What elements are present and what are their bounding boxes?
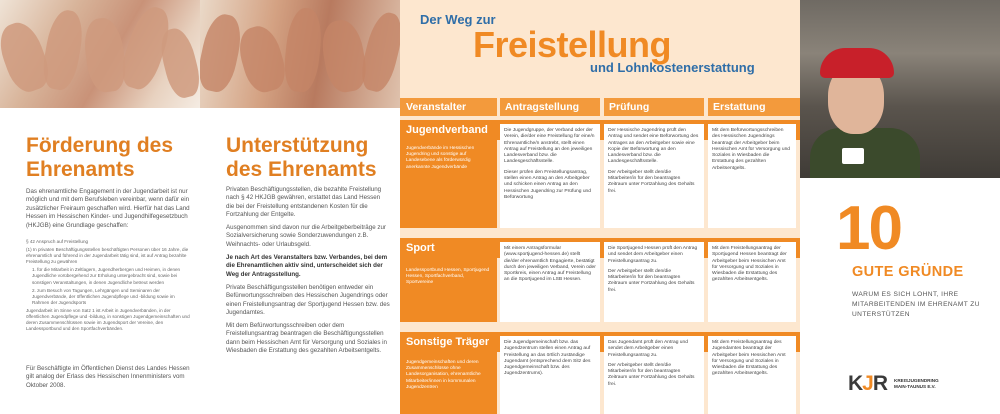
cell-erstattung: Mit dem Befürwortungsschreiben des Hessischen Jugendrings beantragt der Arbeitgeber beim Hessischen Amt für Versorgung und Soziales in Wiesbaden die Erstattung des gezahlten Arbeitsentgelts. [708, 124, 796, 228]
law-text [26, 239, 191, 334]
law-paragraph-2: Jugendarbeit im Sinne von Satz 1 ist Arbeit in Jugendverbänden, in der öffentlichen Jugendpflege und -bildung, in sonstigen Jugendgemeinschaften und deren Zusammenschlüssen sowie im Jugendsport der Vereine, den Landessportbund und den Sportfachverbänden. [26, 307, 190, 332]
category-description: Jugendverbände im Hessischen Jugendring und sonstige auf Landesebene als förderwürdig anerkannte Jugendverbände [406, 146, 475, 170]
row-jugendverband [400, 120, 800, 228]
row-sport [400, 238, 800, 322]
category-name: Jugendverband [406, 124, 488, 136]
header-erstattung: Erstattung [708, 98, 800, 116]
headline-gute-gruende: GUTE GRÜNDE [852, 264, 964, 280]
panel-weg-zur-freistellung [400, 0, 800, 414]
law-paragraph-1: (1) In privaten Beschäftigungsstellen beschäftigten Personen über 16 Jahre, die ehrenamtlich und führend in der Jugendarbeit tätig sind, ist auf Antrag bezahlte Freistellung zu gewähren [26, 247, 189, 265]
section-title-foerderung: Förderung des Ehrenamts [26, 134, 174, 181]
title-part-2: Freistellung [473, 24, 672, 65]
hands-photo [0, 0, 200, 108]
cell-pruefung: Der Hessische Jugendring prüft den Antrag und sendet eine Befürwortung des Antrages an den Arbeitgeber sowie eine Kopie der Befürwortung an den Landesverband bzw. die Landesgeschäftsstelle. Der Arbeitgeber stellt den/die Mitarbeiter/in für den beantragten Zeitraum unter Fortzahlung des Gehalts frei. [604, 124, 704, 228]
title-part-3: und Lohnkostenerstattung [590, 60, 755, 75]
row-sonstige-traeger [400, 332, 800, 414]
law-title: § 42 Anspruch auf Freistellung [26, 239, 89, 244]
panel-unterstuetzung [200, 0, 400, 414]
hands-photo-continued [200, 0, 400, 108]
law-item-1: 1. für die Mitarbeit in Zeltlagern, Jugendherbergen und Heimen, in denen Jugendliche vorübergehend zur Erholung untergebracht sind, sowie bei sonstigen Veranstaltungen, in denen Jugendliche betreut werden [32, 267, 181, 285]
public-service-note: Für Beschäftigte im Öffentlichen Dienst des Landes Hessen gilt analog der Erlass des Hessischen Innenministers vom Oktober 2008. [26, 365, 190, 389]
big-number: 10 [836, 194, 901, 263]
cell-erstattung: Mit dem Freistellungsantrag der Sportjugend Hessen beantragt der Arbeitgeber beim Hessischen Amt für Versorgung und Soziales in Wiesbaden die Erstattung des gezahlten Arbeitsentgelts. [708, 242, 796, 322]
support-p3: Je nach Art des Veranstalters bzw. Verbandes, bei dem die Ehrenamtlichen aktiv sind, unterscheidet sich der Weg der Antragsstellung. [226, 254, 388, 278]
support-p1: Privaten Beschäftigungsstellen, die bezahlte Freistellung nach § 42 HKJGB gewähren, erstattet das Land Hessen die bei der Freistellung entstandenen Kosten für die Fortzahlung der Entgelte. [226, 186, 382, 218]
panel-foerderung [0, 0, 200, 414]
support-p5: Mit dem Befürwortungsschreiben oder dem Freistellungsantrag beantragen die Beschäftigungsstellen dann beim Hessischen Amt für Versorgung und Soziales in Wiesbaden die Erstattung des gezahlten Arbeitsentgelts. [226, 322, 387, 355]
category-description: Landessportbund Hessen, Sportjugend Hessen, Sportfachverband, Sportvereine [406, 268, 490, 286]
cell-antragstellung: Die Jugendgemeinschaft bzw. das Jugendzentrum stellen einen Antrag auf Freistellung an das örtlich zuständige Jugendamt (entsprechend dem Sitz des Jugendgemeinschaft bzw. des Jugendzentrums). [500, 336, 600, 414]
law-item-2: 2. zum Besuch von Tagungen, Lehrgängen und Seminaren der Jugendverbände, der öffentlichen Jugendpflege und -bildung sowie im Rahmen der Jugendsports [32, 287, 175, 305]
cell-antragstellung: Mit einem Antragsformular (www.sportjugend-hessen.de) stellt die/der ehrenamtlich Engagierte, bestätigt durch den jeweiligen Verband, Verein oder Sportkreis, einen Antrag auf Freistellung an die Sportjugend im LSB Hessen. [500, 242, 600, 322]
mechanic-photo [800, 0, 1000, 178]
cell-pruefung: Die Sportjugend Hessen prüft den Antrag und sendet dem Arbeitgeber einen Freistellungsantrag zu. Der Arbeitgeber stellt den/die Mitarbeiter/in für den beantragten Zeitraum unter Fortzahlung des Gehalts frei. [604, 242, 704, 322]
title-part-1: Der Weg zur [420, 12, 496, 27]
organisation-name: KREISJUGENDRING MAIN-TAUNUS E.V. [894, 378, 939, 390]
header-pruefung: Prüfung [604, 98, 704, 116]
intro-text: Das ehrenamtliche Engagement in der Jugendarbeit ist nur möglich und mit dem Berufsleben vereinbar, wenn dafür ein zusätzlicher Freiraum geschaffen wird. Hierfür hat das Land Hessen im Hessischen Kinder- und Jugendhilfegesetzbuch (HKJGB) eine Grundlage geschaffen: [26, 188, 190, 229]
category-description: Jugendgemeinschaften und deren Zusammenschlüsse ohne Landesorganisation, ehrenamtliche Mitarbeiter/innen in kommunalen Jugendzentren [406, 360, 481, 390]
support-text [226, 186, 390, 360]
kjr-logo: KJR [848, 372, 888, 395]
cell-erstattung: Mit dem Freistellungsantrag des Jugendamtes beantragt der Arbeitgeber beim Hessischen Amt für Versorgung und Soziales in Wiesbaden die Erstattung des gezahlten Arbeitsentgelts. [708, 336, 796, 414]
category-name: Sonstige Träger [406, 336, 490, 348]
header-antragstellung: Antragstellung [500, 98, 600, 116]
header-veranstalter: Veranstalter [400, 98, 497, 116]
cap-logo-icon [842, 148, 864, 164]
cell-pruefung: Das Jugendamt prüft den Antrag und sendet dem Arbeitgeber einen Freistellungsantrag zu. Der Arbeitgeber stellt den/die Mitarbeiter/in für den beantragten Zeitraum unter Fortzahlung des Gehalts frei. [604, 336, 704, 414]
cell-antragstellung: Die Jugendgruppe, der Verband oder der Verein, die/der eine Freistellung für eine/n Ehrenamtliche/n anstrebt, stellt einen Antrag auf Freistellung an den jeweiligen Landesverband bzw. die Landesgeschäftsstelle. Dieser prüfen den Freistellungsantrag, stellen einen Antrag an den Arbeitgeber und schicken einen Antrag an den Hessischen Jugendring zur Prüfung und Befürwortung [500, 124, 600, 228]
subtitle: WARUM ES SICH LOHNT, IHRE MITARBEITENDEN IM EHRENAMT ZU UNTERSTÜTZEN [852, 291, 980, 318]
support-p4: Private Beschäftigungsstellen benötigen entweder ein Befürwortungsschreiben des Hessischen Jugendrings oder einen Freistellungsantrag der Sportjugend Hessen bzw. des Jugendamtes. [226, 283, 390, 316]
section-title-unterstuetzung: Unterstützung des Ehrenamts [226, 134, 377, 181]
support-p2: Ausgenommen sind davon nur die Arbeitgeberbeiträge zur Sozialversicherung sowie Sonderzuwendungen z.B. Weihnachts- oder Urlaubsgeld. [226, 224, 386, 248]
category-name: Sport [406, 242, 435, 254]
